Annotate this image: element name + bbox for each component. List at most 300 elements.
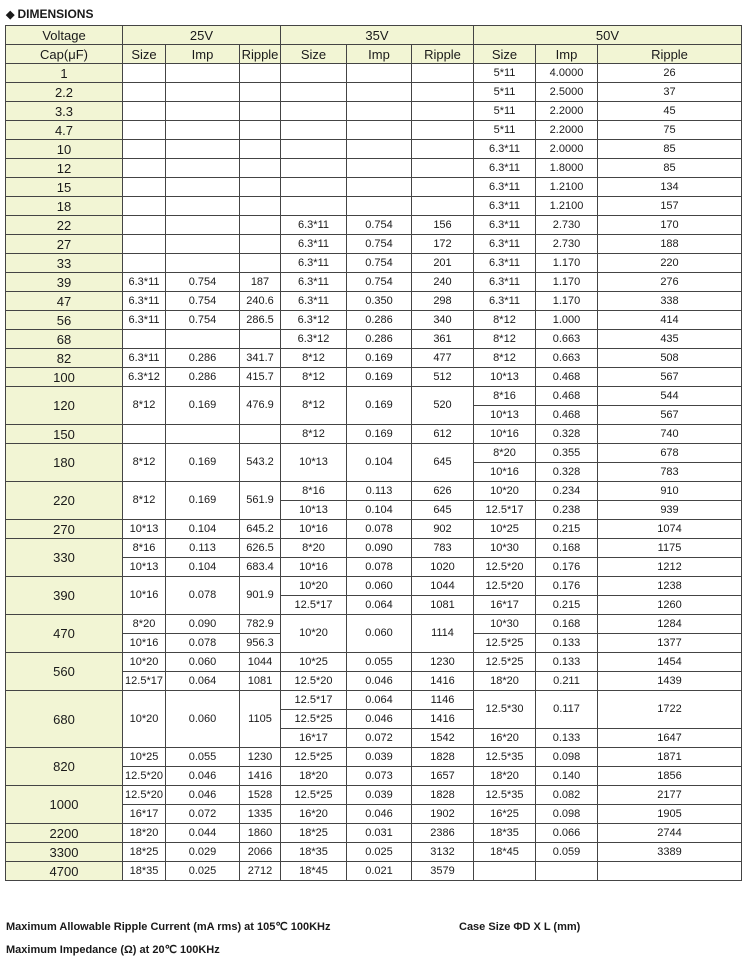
imp-35v-cell: 0.169 <box>347 349 412 368</box>
size-50v-cell: 6.3*11 <box>474 159 536 178</box>
size-35v-cell: 12.5*25 <box>281 786 347 805</box>
size-50v-cell: 5*11 <box>474 64 536 83</box>
cap-cell: 4700 <box>6 862 123 881</box>
imp-25v-cell <box>166 330 240 349</box>
imp-50v-cell: 0.133 <box>536 729 598 748</box>
imp-25v-cell: 0.055 <box>166 748 240 767</box>
imp-50v-cell: 0.211 <box>536 672 598 691</box>
imp-35v-cell: 0.286 <box>347 330 412 349</box>
size-25v-cell: 8*20 <box>123 615 166 634</box>
imp-header-50v: Imp <box>536 45 598 64</box>
cap-cell: 39 <box>6 273 123 292</box>
size-50v-cell: 16*20 <box>474 729 536 748</box>
size-50v-cell: 6.3*11 <box>474 273 536 292</box>
size-25v-cell <box>123 197 166 216</box>
size-25v-cell: 12.5*20 <box>123 786 166 805</box>
ripple-35v-cell: 172 <box>412 235 474 254</box>
ripple-50v-cell: 1439 <box>598 672 742 691</box>
size-35v-cell: 8*12 <box>281 368 347 387</box>
ripple-35v-cell: 520 <box>412 387 474 425</box>
imp-50v-cell: 1.000 <box>536 311 598 330</box>
imp-25v-cell <box>166 83 240 102</box>
imp-35v-cell <box>347 140 412 159</box>
size-50v-cell: 5*11 <box>474 102 536 121</box>
size-25v-cell: 6.3*12 <box>123 368 166 387</box>
size-25v-cell: 6.3*11 <box>123 311 166 330</box>
section-heading <box>6 6 93 22</box>
imp-25v-cell: 0.046 <box>166 786 240 805</box>
imp-50v-cell: 0.663 <box>536 349 598 368</box>
imp-50v-cell: 0.059 <box>536 843 598 862</box>
size-35v-cell: 12.5*17 <box>281 691 347 710</box>
cap-cell: 820 <box>6 748 123 786</box>
table-row <box>6 444 742 463</box>
size-50v-cell: 18*20 <box>474 767 536 786</box>
imp-35v-cell: 0.039 <box>347 786 412 805</box>
ripple-50v-cell: 678 <box>598 444 742 463</box>
table-row <box>6 862 742 881</box>
imp-25v-cell <box>166 159 240 178</box>
imp-35v-cell: 0.073 <box>347 767 412 786</box>
imp-35v-cell: 0.055 <box>347 653 412 672</box>
imp-35v-cell: 0.031 <box>347 824 412 843</box>
size-50v-cell: 6.3*11 <box>474 216 536 235</box>
size-35v-cell: 10*20 <box>281 577 347 596</box>
ripple-50v-cell: 3389 <box>598 843 742 862</box>
imp-25v-cell: 0.064 <box>166 672 240 691</box>
cap-cell: 150 <box>6 425 123 444</box>
table-row <box>6 615 742 634</box>
size-25v-cell: 10*16 <box>123 577 166 615</box>
size-35v-cell: 10*16 <box>281 558 347 577</box>
imp-25v-cell: 0.169 <box>166 482 240 520</box>
size-50v-cell: 12.5*20 <box>474 558 536 577</box>
size-25v-cell <box>123 425 166 444</box>
imp-50v-cell: 2.2000 <box>536 121 598 140</box>
size-25v-cell: 6.3*11 <box>123 349 166 368</box>
ripple-header-25v: Ripple <box>240 45 281 64</box>
size-25v-cell: 6.3*11 <box>123 292 166 311</box>
ripple-50v-cell: 75 <box>598 121 742 140</box>
size-50v-cell: 16*25 <box>474 805 536 824</box>
cap-cell: 3.3 <box>6 102 123 121</box>
ripple-35v-cell: 240 <box>412 273 474 292</box>
size-35v-cell: 16*20 <box>281 805 347 824</box>
imp-35v-cell: 0.169 <box>347 425 412 444</box>
case-size-note: Case Size ΦD X L (mm) <box>459 921 581 933</box>
imp-50v-cell: 0.176 <box>536 558 598 577</box>
size-35v-cell: 12.5*25 <box>281 710 347 729</box>
ripple-25v-cell <box>240 64 281 83</box>
ripple-50v-cell: 85 <box>598 159 742 178</box>
imp-50v-cell: 2.5000 <box>536 83 598 102</box>
size-35v-cell: 16*17 <box>281 729 347 748</box>
cap-cell: 2.2 <box>6 83 123 102</box>
ripple-35v-cell: 201 <box>412 254 474 273</box>
imp-25v-cell <box>166 178 240 197</box>
ripple-25v-cell: 782.9 <box>240 615 281 634</box>
ripple-25v-cell: 476.9 <box>240 387 281 425</box>
size-50v-cell: 10*13 <box>474 368 536 387</box>
size-35v-cell: 12.5*25 <box>281 748 347 767</box>
ripple-50v-cell <box>598 862 742 881</box>
imp-50v-cell: 2.730 <box>536 235 598 254</box>
ripple-50v-cell: 740 <box>598 425 742 444</box>
imp-25v-cell: 0.078 <box>166 634 240 653</box>
ripple-35v-cell: 1146 <box>412 691 474 710</box>
imp-50v-cell: 1.170 <box>536 292 598 311</box>
size-25v-cell <box>123 178 166 197</box>
imp-25v-cell: 0.046 <box>166 767 240 786</box>
ripple-50v-cell: 1722 <box>598 691 742 729</box>
size-35v-cell: 12.5*20 <box>281 672 347 691</box>
ripple-50v-cell: 414 <box>598 311 742 330</box>
size-25v-cell <box>123 216 166 235</box>
imp-25v-cell: 0.286 <box>166 368 240 387</box>
size-25v-cell: 18*35 <box>123 862 166 881</box>
imp-25v-cell <box>166 64 240 83</box>
imp-25v-cell <box>166 254 240 273</box>
ripple-35v-cell: 1657 <box>412 767 474 786</box>
imp-35v-cell <box>347 197 412 216</box>
imp-50v-cell: 0.098 <box>536 805 598 824</box>
ripple-50v-cell: 37 <box>598 83 742 102</box>
ripple-35v-cell: 1828 <box>412 748 474 767</box>
size-35v-cell: 12.5*17 <box>281 596 347 615</box>
imp-35v-cell: 0.113 <box>347 482 412 501</box>
voltage-header-row <box>6 26 742 45</box>
imp-50v-cell: 0.082 <box>536 786 598 805</box>
size-50v-cell: 6.3*11 <box>474 254 536 273</box>
table-row <box>6 197 742 216</box>
size-35v-cell <box>281 121 347 140</box>
size-25v-cell: 16*17 <box>123 805 166 824</box>
ripple-header-35v: Ripple <box>412 45 474 64</box>
ripple-25v-cell <box>240 140 281 159</box>
imp-35v-cell <box>347 159 412 178</box>
size-35v-cell: 10*13 <box>281 444 347 482</box>
ripple-50v-cell: 508 <box>598 349 742 368</box>
imp-25v-cell: 0.078 <box>166 577 240 615</box>
size-50v-cell: 8*20 <box>474 444 536 463</box>
imp-50v-cell: 0.468 <box>536 406 598 425</box>
size-35v-cell: 18*45 <box>281 862 347 881</box>
size-25v-cell <box>123 235 166 254</box>
size-25v-cell: 8*16 <box>123 539 166 558</box>
size-25v-cell: 10*16 <box>123 634 166 653</box>
imp-35v-cell: 0.090 <box>347 539 412 558</box>
size-35v-cell <box>281 102 347 121</box>
imp-35v-cell: 0.039 <box>347 748 412 767</box>
imp-50v-cell: 4.0000 <box>536 64 598 83</box>
ripple-25v-cell: 645.2 <box>240 520 281 539</box>
size-25v-cell: 18*25 <box>123 843 166 862</box>
ripple-50v-cell: 1454 <box>598 653 742 672</box>
imp-35v-cell <box>347 102 412 121</box>
size-25v-cell: 12.5*17 <box>123 672 166 691</box>
table-body <box>6 26 742 881</box>
ripple-25v-cell: 1416 <box>240 767 281 786</box>
table-row <box>6 273 742 292</box>
size-35v-cell: 10*20 <box>281 615 347 653</box>
size-35v-cell: 10*25 <box>281 653 347 672</box>
imp-25v-cell <box>166 102 240 121</box>
ripple-25v-cell: 956.3 <box>240 634 281 653</box>
size-50v-cell: 8*12 <box>474 330 536 349</box>
ripple-50v-cell: 188 <box>598 235 742 254</box>
size-35v-cell <box>281 83 347 102</box>
imp-25v-cell <box>166 216 240 235</box>
cap-cell: 18 <box>6 197 123 216</box>
ripple-50v-cell: 1377 <box>598 634 742 653</box>
size-50v-cell: 6.3*11 <box>474 292 536 311</box>
imp-35v-cell: 0.754 <box>347 254 412 273</box>
table-row <box>6 83 742 102</box>
size-35v-cell: 18*35 <box>281 843 347 862</box>
imp-50v-cell: 0.133 <box>536 653 598 672</box>
size-header-25v: Size <box>123 45 166 64</box>
imp-25v-cell: 0.754 <box>166 273 240 292</box>
size-35v-cell: 6.3*11 <box>281 235 347 254</box>
table-row <box>6 748 742 767</box>
cap-cell: 3300 <box>6 843 123 862</box>
ripple-50v-cell: 1871 <box>598 748 742 767</box>
size-35v-cell: 6.3*11 <box>281 254 347 273</box>
ripple-25v-cell: 2712 <box>240 862 281 881</box>
imp-50v-cell: 2.0000 <box>536 140 598 159</box>
size-35v-cell: 10*16 <box>281 520 347 539</box>
imp-25v-cell: 0.169 <box>166 387 240 425</box>
ripple-50v-cell: 2177 <box>598 786 742 805</box>
table-row <box>6 653 742 672</box>
size-header-35v: Size <box>281 45 347 64</box>
table-row <box>6 254 742 273</box>
cap-cell: 180 <box>6 444 123 482</box>
size-35v-cell: 6.3*12 <box>281 330 347 349</box>
size-50v-cell: 16*17 <box>474 596 536 615</box>
cap-cell: 100 <box>6 368 123 387</box>
imp-25v-cell: 0.754 <box>166 311 240 330</box>
table-row <box>6 425 742 444</box>
ripple-35v-cell: 340 <box>412 311 474 330</box>
size-25v-cell: 10*13 <box>123 520 166 539</box>
size-35v-cell: 6.3*11 <box>281 292 347 311</box>
cap-cell: 22 <box>6 216 123 235</box>
ripple-35v-cell: 1416 <box>412 672 474 691</box>
imp-25v-cell: 0.025 <box>166 862 240 881</box>
cap-cell: 27 <box>6 235 123 254</box>
voltage-label: Voltage <box>6 26 123 45</box>
imp-50v-cell: 1.2100 <box>536 197 598 216</box>
imp-35v-cell: 0.350 <box>347 292 412 311</box>
cap-cell: 680 <box>6 691 123 748</box>
table-row <box>6 520 742 539</box>
cap-cell: 270 <box>6 520 123 539</box>
size-35v-cell: 6.3*12 <box>281 311 347 330</box>
ripple-25v-cell <box>240 178 281 197</box>
cap-cell: 47 <box>6 292 123 311</box>
size-25v-cell: 10*25 <box>123 748 166 767</box>
imp-50v-cell: 0.117 <box>536 691 598 729</box>
cap-cell: 220 <box>6 482 123 520</box>
size-50v-cell: 6.3*11 <box>474 178 536 197</box>
ripple-25v-cell: 1105 <box>240 691 281 748</box>
size-25v-cell <box>123 121 166 140</box>
size-50v-cell: 12.5*35 <box>474 786 536 805</box>
size-50v-cell: 8*12 <box>474 311 536 330</box>
imp-50v-cell: 0.238 <box>536 501 598 520</box>
ripple-25v-cell <box>240 330 281 349</box>
imp-25v-cell <box>166 140 240 159</box>
imp-35v-cell: 0.060 <box>347 615 412 653</box>
ripple-25v-cell <box>240 197 281 216</box>
ripple-35v-cell: 645 <box>412 501 474 520</box>
size-50v-cell: 8*16 <box>474 387 536 406</box>
table-row <box>6 387 742 406</box>
ripple-25v-cell: 2066 <box>240 843 281 862</box>
imp-25v-cell: 0.044 <box>166 824 240 843</box>
ripple-35v-cell <box>412 83 474 102</box>
imp-35v-cell: 0.064 <box>347 596 412 615</box>
cap-cell: 10 <box>6 140 123 159</box>
cap-cell: 33 <box>6 254 123 273</box>
size-25v-cell <box>123 140 166 159</box>
cap-cell: 330 <box>6 539 123 577</box>
imp-50v-cell: 1.2100 <box>536 178 598 197</box>
ripple-50v-cell: 1905 <box>598 805 742 824</box>
imp-50v-cell: 0.168 <box>536 615 598 634</box>
size-50v-cell: 8*12 <box>474 349 536 368</box>
size-25v-cell: 8*12 <box>123 482 166 520</box>
size-35v-cell: 6.3*11 <box>281 273 347 292</box>
size-50v-cell: 10*20 <box>474 482 536 501</box>
ripple-35v-cell: 156 <box>412 216 474 235</box>
size-50v-cell: 6.3*11 <box>474 197 536 216</box>
imp-25v-cell: 0.072 <box>166 805 240 824</box>
imp-35v-cell: 0.754 <box>347 273 412 292</box>
ripple-35v-cell: 477 <box>412 349 474 368</box>
ripple-25v-cell <box>240 121 281 140</box>
size-35v-cell <box>281 197 347 216</box>
cap-cell: 4.7 <box>6 121 123 140</box>
imp-50v-cell <box>536 862 598 881</box>
ripple-50v-cell: 2744 <box>598 824 742 843</box>
table-row <box>6 577 742 596</box>
ripple-35v-cell: 1230 <box>412 653 474 672</box>
imp-50v-cell: 0.140 <box>536 767 598 786</box>
table-row <box>6 539 742 558</box>
ripple-50v-cell: 1856 <box>598 767 742 786</box>
ripple-50v-cell: 338 <box>598 292 742 311</box>
cap-cell: 390 <box>6 577 123 615</box>
ripple-35v-cell: 1416 <box>412 710 474 729</box>
imp-50v-cell: 0.355 <box>536 444 598 463</box>
size-50v-cell: 12.5*25 <box>474 634 536 653</box>
imp-25v-cell <box>166 235 240 254</box>
imp-35v-cell <box>347 64 412 83</box>
table-row <box>6 121 742 140</box>
imp-25v-cell <box>166 425 240 444</box>
cap-cell: 15 <box>6 178 123 197</box>
ripple-35v-cell <box>412 178 474 197</box>
imp-35v-cell: 0.021 <box>347 862 412 881</box>
impedance-note: Maximum Impedance (Ω) at 20℃ 100KHz <box>6 944 220 956</box>
ripple-35v-cell: 3579 <box>412 862 474 881</box>
imp-25v-cell <box>166 121 240 140</box>
size-35v-cell: 10*13 <box>281 501 347 520</box>
size-50v-cell: 12.5*20 <box>474 577 536 596</box>
ripple-35v-cell: 512 <box>412 368 474 387</box>
size-35v-cell: 8*20 <box>281 539 347 558</box>
ripple-header-50v: Ripple <box>598 45 742 64</box>
ripple-35v-cell: 1081 <box>412 596 474 615</box>
ripple-25v-cell: 1230 <box>240 748 281 767</box>
size-35v-cell: 8*16 <box>281 482 347 501</box>
imp-50v-cell: 2.2000 <box>536 102 598 121</box>
size-50v-cell: 18*45 <box>474 843 536 862</box>
size-50v-cell: 10*16 <box>474 463 536 482</box>
ripple-35v-cell: 1020 <box>412 558 474 577</box>
ripple-50v-cell: 939 <box>598 501 742 520</box>
imp-25v-cell: 0.090 <box>166 615 240 634</box>
imp-35v-cell: 0.025 <box>347 843 412 862</box>
ripple-50v-cell: 1175 <box>598 539 742 558</box>
size-50v-cell: 10*25 <box>474 520 536 539</box>
ripple-25v-cell: 240.6 <box>240 292 281 311</box>
table-row <box>6 311 742 330</box>
size-25v-cell <box>123 330 166 349</box>
ripple-50v-cell: 567 <box>598 368 742 387</box>
dimensions-table <box>5 25 742 881</box>
ripple-35v-cell: 1114 <box>412 615 474 653</box>
ripple-25v-cell: 415.7 <box>240 368 281 387</box>
table-row <box>6 824 742 843</box>
table-row <box>6 368 742 387</box>
ripple-current-note: Maximum Allowable Ripple Current (mA rms) at 105℃ 100KHz <box>6 921 331 933</box>
size-35v-cell <box>281 140 347 159</box>
size-50v-cell: 5*11 <box>474 83 536 102</box>
ripple-50v-cell: 45 <box>598 102 742 121</box>
table-row <box>6 216 742 235</box>
ripple-50v-cell: 1074 <box>598 520 742 539</box>
table-row <box>6 691 742 710</box>
cap-cell: 1000 <box>6 786 123 824</box>
imp-50v-cell: 1.170 <box>536 254 598 273</box>
size-50v-cell: 6.3*11 <box>474 235 536 254</box>
imp-25v-cell: 0.113 <box>166 539 240 558</box>
ripple-50v-cell: 1647 <box>598 729 742 748</box>
table-row <box>6 140 742 159</box>
size-35v-cell <box>281 159 347 178</box>
imp-35v-cell <box>347 121 412 140</box>
cap-cell: 1 <box>6 64 123 83</box>
cap-cell: 2200 <box>6 824 123 843</box>
imp-35v-cell: 0.060 <box>347 577 412 596</box>
imp-35v-cell: 0.754 <box>347 235 412 254</box>
size-50v-cell: 10*30 <box>474 539 536 558</box>
size-25v-cell <box>123 254 166 273</box>
imp-35v-cell: 0.169 <box>347 368 412 387</box>
table-row <box>6 102 742 121</box>
imp-header-35v: Imp <box>347 45 412 64</box>
ripple-35v-cell: 783 <box>412 539 474 558</box>
table-row <box>6 159 742 178</box>
imp-50v-cell: 0.328 <box>536 425 598 444</box>
voltage-35v: 35V <box>281 26 474 45</box>
ripple-25v-cell: 1335 <box>240 805 281 824</box>
ripple-25v-cell <box>240 235 281 254</box>
table-row <box>6 330 742 349</box>
